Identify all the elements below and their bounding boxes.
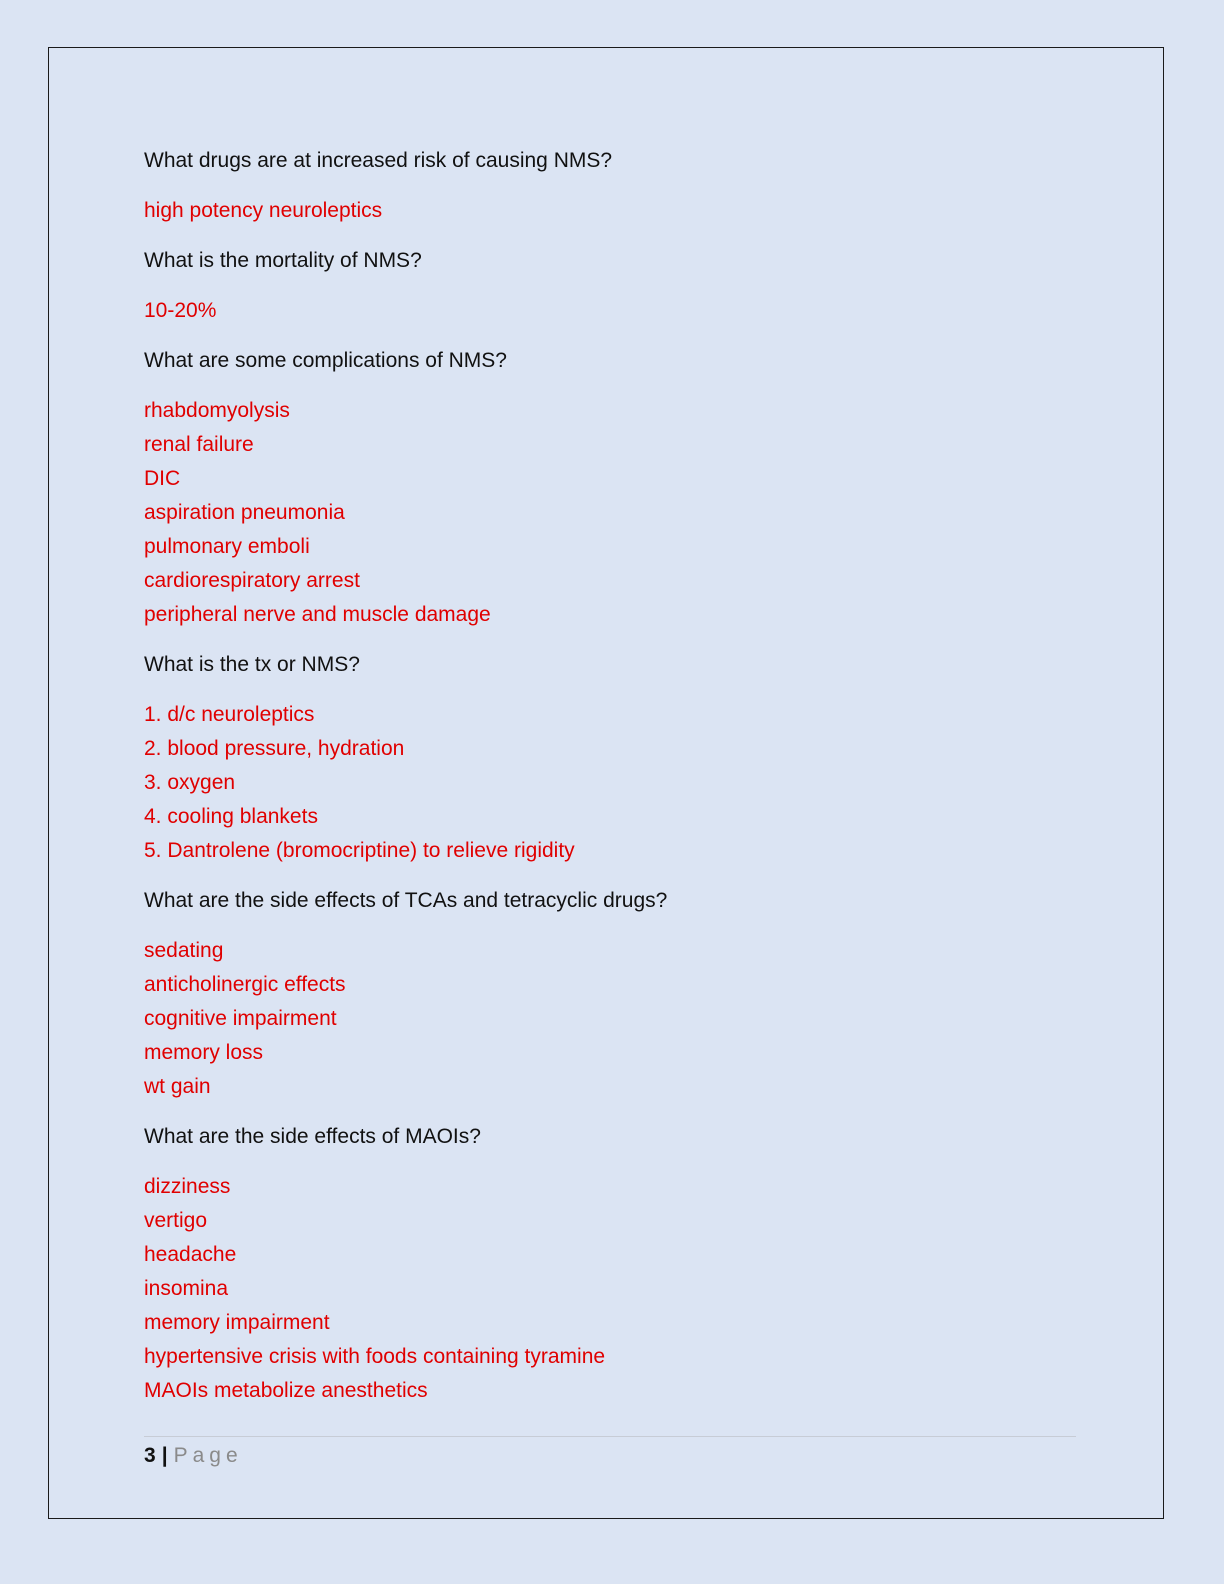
answer-line: anticholinergic effects	[144, 973, 346, 996]
answer-line: rhabdomyolysis	[144, 399, 290, 422]
answer-line: headache	[144, 1243, 237, 1266]
question: What are the side effects of TCAs and tetracyclic drugs?	[144, 889, 668, 912]
answer-list	[144, 194, 1084, 228]
question: What is the mortality of NMS?	[144, 249, 422, 272]
answer-line: cardiorespiratory arrest	[144, 569, 360, 592]
footer-separator: |	[161, 1444, 168, 1467]
page-footer	[144, 1436, 1076, 1471]
answer-line: memory impairment	[144, 1311, 330, 1334]
qa-item	[144, 884, 1084, 1104]
answer-line: MAOIs metabolize anesthetics	[144, 1379, 428, 1402]
answer-line: 1. d/c neuroleptics	[144, 703, 315, 726]
answer-line: wt gain	[144, 1075, 211, 1098]
answer-line: cognitive impairment	[144, 1007, 337, 1030]
qa-item	[144, 144, 1084, 228]
qa-item	[144, 244, 1084, 328]
answer-list	[144, 294, 1084, 328]
answer-list	[144, 698, 1084, 868]
answer-line: dizziness	[144, 1175, 231, 1198]
answer-line: hypertensive crisis with foods containing tyramine	[144, 1345, 606, 1368]
answer-line: 5. Dantrolene (bromocriptine) to relieve rigidity	[144, 839, 575, 862]
answer-line: 2. blood pressure, hydration	[144, 737, 405, 760]
answer-line: sedating	[144, 939, 224, 962]
page-number: 3	[144, 1444, 156, 1467]
document-body	[144, 144, 1084, 1424]
question: What are some complications of NMS?	[144, 349, 507, 372]
answer-line: DIC	[144, 467, 181, 490]
page-label: Page	[173, 1444, 243, 1467]
qa-item	[144, 1120, 1084, 1408]
answer-line: pulmonary emboli	[144, 535, 310, 558]
qa-item	[144, 344, 1084, 632]
answer-line: peripheral nerve and muscle damage	[144, 603, 491, 626]
answer-line: 4. cooling blankets	[144, 805, 318, 828]
answer-line: insomina	[144, 1277, 229, 1300]
footer-text	[144, 1441, 1076, 1471]
question: What is the tx or NMS?	[144, 653, 360, 676]
answer-line: 10-20%	[144, 299, 217, 322]
answer-line: high potency neuroleptics	[144, 199, 383, 222]
qa-item	[144, 648, 1084, 868]
question: What are the side effects of MAOIs?	[144, 1125, 481, 1148]
answer-list	[144, 394, 1084, 632]
question: What drugs are at increased risk of causing NMS?	[144, 149, 613, 172]
answer-line: memory loss	[144, 1041, 264, 1064]
answer-list	[144, 934, 1084, 1104]
answer-line: vertigo	[144, 1209, 208, 1232]
answer-line: 3. oxygen	[144, 771, 236, 794]
answer-list	[144, 1170, 1084, 1408]
answer-line: aspiration pneumonia	[144, 501, 345, 524]
answer-line: renal failure	[144, 433, 254, 456]
